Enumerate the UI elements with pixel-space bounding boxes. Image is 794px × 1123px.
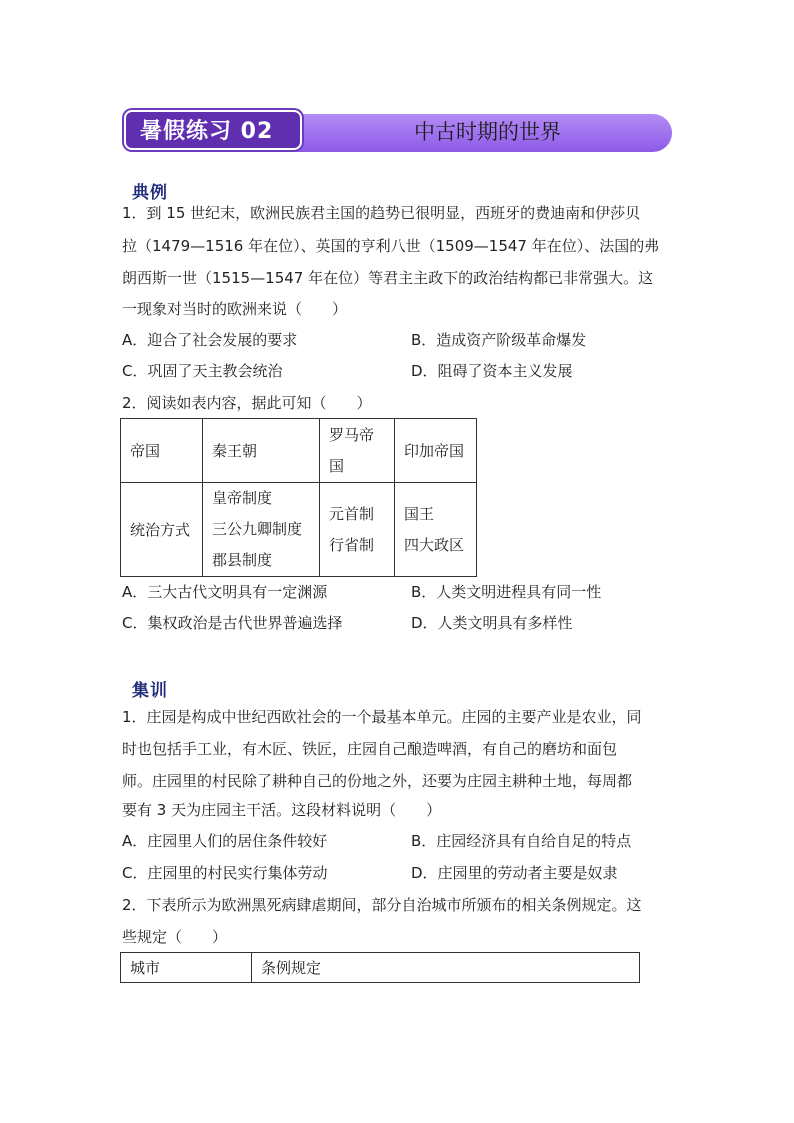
- example-q2-option-a[interactable]: A．三大古代文明具有一定渊源: [122, 583, 328, 601]
- example-heading: 典例: [132, 183, 168, 203]
- example-q1-line-3: 朗西斯一世（1515—1547 年在位）等君主主政下的政治结构都已非常强大。这: [122, 269, 654, 287]
- table-cell-inca: 国王 四大政区: [395, 483, 477, 577]
- table-header-qin: 秦王朝: [203, 419, 320, 483]
- example-q2-option-c[interactable]: C．集权政治是古代世界普遍选择: [122, 614, 343, 632]
- practice-heading: 集训: [132, 681, 168, 701]
- example-q1-line-4: 一现象对当时的欧洲来说（ ）: [122, 300, 348, 318]
- table-row-label: 统治方式: [121, 483, 203, 577]
- table-header-regulation: 条例规定: [252, 953, 640, 983]
- practice-q1-option-d[interactable]: D．庄园里的劳动者主要是奴隶: [411, 864, 618, 882]
- example-q1-option-a[interactable]: A．迎合了社会发展的要求: [122, 331, 298, 349]
- practice-q1-line-4: 要有 3 天为庄园主干活。这段材料说明（ ）: [122, 801, 442, 819]
- practice-q1-line-2: 时也包括手工业，有木匠、铁匠，庄园自己酿造啤酒，有自己的磨坊和面包: [122, 740, 618, 758]
- example-q1-line-1: 1．到 15 世纪末，欧洲民族君主国的趋势已很明显，西班牙的费迪南和伊莎贝: [122, 204, 641, 222]
- table-cell-qin: 皇帝制度 三公九卿制度 郡县制度: [203, 483, 320, 577]
- example-q2-table: [120, 418, 477, 577]
- practice-q1-option-b[interactable]: B．庄园经济具有自给自足的特点: [411, 832, 632, 850]
- table-header-rome: 罗马帝 国: [320, 419, 395, 483]
- example-q2-option-b[interactable]: B．人类文明进程具有同一性: [411, 583, 602, 601]
- section-banner: [124, 110, 674, 154]
- practice-q1-line-3: 师。庄园里的村民除了耕种自己的份地之外，还要为庄园主耕种土地，每周都: [122, 772, 633, 790]
- example-q2-stem: 2．阅读如表内容，据此可知（ ）: [122, 394, 372, 412]
- table-header-city: 城市: [121, 953, 252, 983]
- practice-q1-line-1: 1．庄园是构成中世纪西欧社会的一个最基本单元。庄园的主要产业是农业，同: [122, 708, 642, 726]
- table-header-inca: 印加帝国: [395, 419, 477, 483]
- practice-q2-table: [120, 952, 640, 983]
- table-cell-rome: 元首制 行省制: [320, 483, 395, 577]
- banner-label: 暑假练习 02: [124, 110, 302, 150]
- example-q1-line-2: 拉（1479—1516 年在位）、英国的亨利八世（1509—1547 年在位）、法国的弗: [122, 237, 660, 255]
- example-q1-option-c[interactable]: C．巩固了天主教会统治: [122, 362, 283, 380]
- practice-q1-option-c[interactable]: C．庄园里的村民实行集体劳动: [122, 864, 328, 882]
- practice-q2-line-2: 些规定（ ）: [122, 928, 228, 946]
- practice-q1-option-a[interactable]: A．庄园里人们的居住条件较好: [122, 832, 328, 850]
- example-q2-option-d[interactable]: D．人类文明具有多样性: [411, 614, 573, 632]
- example-q1-option-b[interactable]: B．造成资产阶级革命爆发: [411, 331, 587, 349]
- banner-title: 中古时期的世界: [414, 120, 561, 144]
- practice-q2-line-1: 2．下表所示为欧洲黑死病肆虐期间，部分自治城市所颁布的相关条例规定。这: [122, 896, 642, 914]
- example-q1-option-d[interactable]: D．阻碍了资本主义发展: [411, 362, 573, 380]
- table-header-empire: 帝国: [121, 419, 203, 483]
